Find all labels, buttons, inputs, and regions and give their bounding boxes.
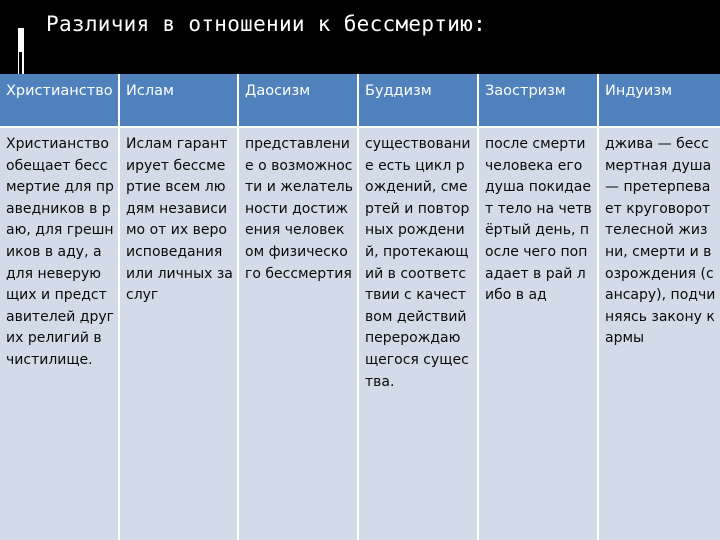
header-cell-hinduism: Индуизм [605, 83, 673, 99]
header-cell-buddhism: Буддизм [359, 74, 479, 126]
body-cell-islam: Ислам гарантирует бессмертие всем людям независимо от их вероисповедания или личных заслуг [120, 128, 239, 540]
header-cell-christianity: Христианство [0, 74, 120, 126]
table-header-row [0, 74, 720, 126]
table-row [0, 126, 720, 540]
body-cell-taoism: представление о возможности и желательности достижения человеком физического бессмертия [239, 128, 359, 540]
header-cell-islam: Ислам [120, 74, 239, 126]
body-cell-hinduism: джива — бессмертная душа — претерпевает круговорот телесной жизни, смерти и возрождения (сансару), подчиняясь закону кармы [605, 136, 716, 347]
header-cell-zoroastrianism: Заостризм [479, 74, 599, 126]
slide-title: Различия в отношении к бессмертию: [46, 12, 487, 36]
comparison-table [0, 74, 720, 540]
body-cell-zoroastrianism: после смерти человека его душа покидает тело на четвёртый день, после чего попадает в рай либо в ад [479, 128, 599, 540]
header-cell-taoism: Даосизм [239, 74, 359, 126]
title-accent-notch [19, 52, 22, 74]
body-cell-buddhism: существование есть цикл рождений, смертей и повторных рождений, протекающий в соответствии с качеством действий перерождающегося существа. [359, 128, 479, 540]
body-cell-christianity: Христианство обещает бессмертие для праведников в раю, для грешников в аду, а для неверующих и представителей других религий в чистилище. [0, 128, 120, 540]
